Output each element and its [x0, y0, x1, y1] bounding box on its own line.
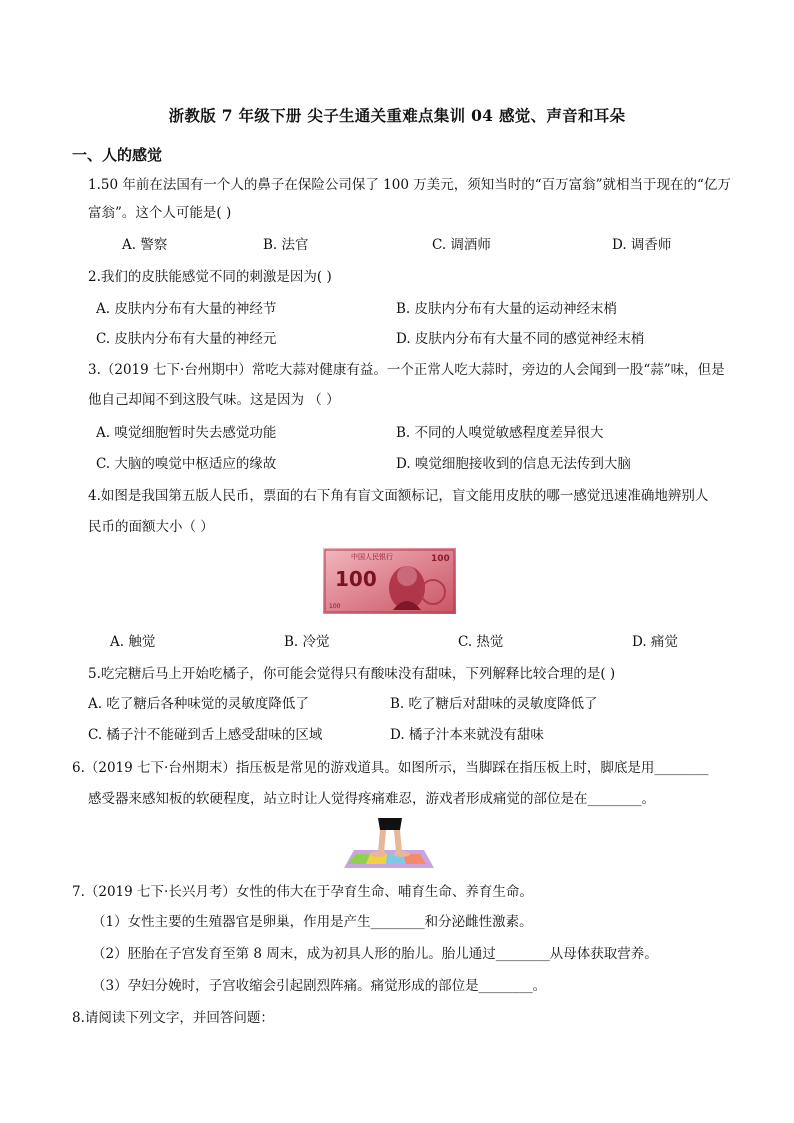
q1-option-a: A. 警察 — [122, 237, 168, 253]
q5-option-a: A. 吃了糖后各种味觉的灵敏度降低了 — [88, 696, 309, 712]
banknote-big-value: 100 — [335, 567, 377, 591]
q2-option-a: A. 皮肤内分布有大量的神经节 — [96, 301, 277, 317]
q3-stem-cont: 他自己却闻不到这股气味。这是因为 （ ） — [88, 392, 340, 408]
q1-option-b: B. 法官 — [263, 237, 309, 253]
q3-option-c: C. 大脑的嗅觉中枢适应的缘故 — [96, 456, 277, 472]
q7-sub-2: （2）胚胎在子宫发育至第 8 周末，成为初具人形的胎儿。胎儿通过________从母体获取营养。 — [92, 946, 658, 962]
q6-stem: 6.（2019 七下·台州期末）指压板是常见的游戏道具。如图所示，当脚踩在指压板上时，脚底是用________ — [72, 760, 709, 776]
q7-sub-3: （3）孕妇分娩时，子宫收缩会引起剧烈阵痛。痛觉形成的部位是________。 — [92, 978, 547, 994]
q4-option-d: D. 痛觉 — [632, 634, 678, 650]
q4-stem: 4.如图是我国第五版人民币，票面的右下角有盲文面额标记，盲文能用皮肤的哪一感觉迅速准确地辨别人 — [88, 488, 709, 504]
q3-stem: 3.（2019 七下·台州期中）常吃大蒜对健康有益。一个正常人吃大蒜时，旁边的人会闻到一股“蒜”味，但是 — [88, 362, 725, 378]
q1-option-d: D. 调香师 — [612, 237, 672, 253]
q2-option-c: C. 皮肤内分布有大量的神经元 — [96, 331, 277, 347]
banknote-bottom-value: 100 — [329, 603, 341, 610]
q3-option-a: A. 嗅觉细胞暂时失去感觉功能 — [96, 425, 277, 441]
q5-option-d: D. 橘子汁本来就没有甜味 — [390, 727, 544, 743]
q1-stem: 1.50 年前在法国有一个人的鼻子在保险公司保了 100 万美元，须知当时的“百万富翁”就相当于现在的“亿万 — [88, 177, 731, 193]
banknote-corner-value: 100 — [431, 554, 450, 564]
q5-stem: 5.吃完糖后马上开始吃橘子，你可能会觉得只有酸味没有甜味，下列解释比较合理的是( ) — [88, 666, 616, 682]
q1-option-c: C. 调酒师 — [432, 237, 491, 253]
q8-stem: 8.请阅读下列文字，并回答问题： — [72, 1010, 274, 1026]
q4-option-b: B. 冷觉 — [284, 634, 330, 650]
q2-option-b: B. 皮肤内分布有大量的运动神经末梢 — [396, 301, 618, 317]
section-heading: 一、人的感觉 — [72, 146, 163, 164]
acupressure-mat-image — [336, 818, 441, 869]
q6-stem-cont: 感受器来感知板的软硬程度，站立时让人觉得疼痛难忍，游戏者形成痛觉的部位是在________。 — [88, 791, 655, 807]
banknote-image — [323, 548, 456, 614]
q2-option-d: D. 皮肤内分布有大量不同的感觉神经末梢 — [396, 331, 645, 347]
q4-option-c: C. 热觉 — [458, 634, 504, 650]
q4-option-a: A. 触觉 — [110, 634, 156, 650]
q5-option-c: C. 橘子汁不能碰到舌上感受甜味的区域 — [88, 727, 323, 743]
page-title: 浙教版 7 年级下册 尖子生通关重难点集训 04 感觉、声音和耳朵 — [168, 106, 626, 125]
q2-stem: 2.我们的皮肤能感觉不同的刺激是因为( ) — [88, 269, 332, 285]
q5-option-b: B. 吃了糖后对甜味的灵敏度降低了 — [390, 696, 598, 712]
q3-option-b: B. 不同的人嗅觉敏感程度差异很大 — [396, 425, 604, 441]
q3-option-d: D. 嗅觉细胞接收到的信息无法传到大脑 — [396, 456, 631, 472]
q1-stem-cont: 富翁”。这个人可能是( ) — [88, 205, 232, 221]
q7-sub-1: （1）女性主要的生殖器官是卵巢，作用是产生________和分泌雌性激素。 — [92, 914, 533, 930]
banknote-bank-text: 中国人民银行 — [351, 553, 393, 561]
q4-stem-cont: 民币的面额大小（ ） — [88, 519, 214, 535]
q7-stem: 7.（2019 七下·长兴月考）女性的伟大在于孕育生命、哺育生命、养育生命。 — [72, 884, 533, 900]
